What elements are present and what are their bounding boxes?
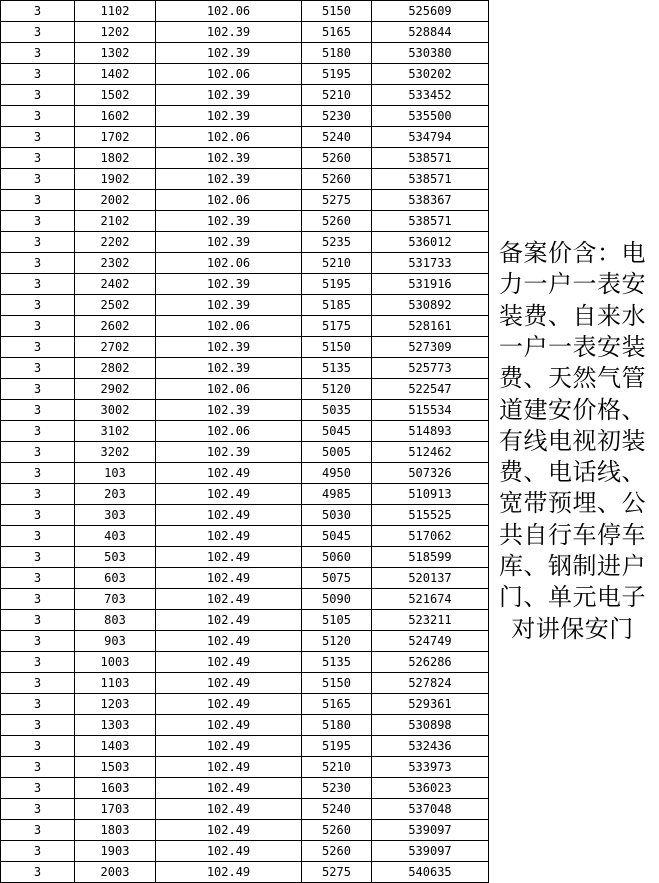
area-cell: 102.39 bbox=[156, 148, 302, 169]
area-cell: 102.49 bbox=[156, 631, 302, 652]
unit-price-cell: 5240 bbox=[302, 799, 372, 820]
unit-no-cell: 1003 bbox=[75, 652, 156, 673]
unit-no-cell: 1603 bbox=[75, 778, 156, 799]
unit-no-cell: 703 bbox=[75, 589, 156, 610]
total-price-cell: 525773 bbox=[372, 358, 489, 379]
building-no-cell: 3 bbox=[1, 400, 75, 421]
unit-no-cell: 3102 bbox=[75, 421, 156, 442]
unit-price-cell: 5135 bbox=[302, 652, 372, 673]
building-no-cell: 3 bbox=[1, 673, 75, 694]
total-price-cell: 510913 bbox=[372, 484, 489, 505]
table-row bbox=[1, 316, 489, 337]
area-cell: 102.49 bbox=[156, 820, 302, 841]
table-row bbox=[1, 463, 489, 484]
unit-price-cell: 5120 bbox=[302, 631, 372, 652]
table-row bbox=[1, 673, 489, 694]
area-cell: 102.39 bbox=[156, 169, 302, 190]
total-price-cell: 533973 bbox=[372, 757, 489, 778]
table-row bbox=[1, 610, 489, 631]
total-price-cell: 540635 bbox=[372, 862, 489, 883]
unit-no-cell: 2202 bbox=[75, 232, 156, 253]
total-price-cell: 531733 bbox=[372, 253, 489, 274]
table-row bbox=[1, 484, 489, 505]
building-no-cell: 3 bbox=[1, 652, 75, 673]
total-price-cell: 520137 bbox=[372, 568, 489, 589]
total-price-cell: 525609 bbox=[372, 1, 489, 22]
unit-price-cell: 5260 bbox=[302, 820, 372, 841]
building-no-cell: 3 bbox=[1, 1, 75, 22]
table-row bbox=[1, 211, 489, 232]
area-cell: 102.49 bbox=[156, 862, 302, 883]
unit-no-cell: 2502 bbox=[75, 295, 156, 316]
total-price-cell: 527824 bbox=[372, 673, 489, 694]
total-price-cell: 536012 bbox=[372, 232, 489, 253]
table-row bbox=[1, 799, 489, 820]
table-row bbox=[1, 358, 489, 379]
total-price-cell: 517062 bbox=[372, 526, 489, 547]
total-price-cell: 526286 bbox=[372, 652, 489, 673]
building-no-cell: 3 bbox=[1, 379, 75, 400]
building-no-cell: 3 bbox=[1, 715, 75, 736]
unit-price-cell: 5275 bbox=[302, 190, 372, 211]
table-row bbox=[1, 190, 489, 211]
unit-no-cell: 203 bbox=[75, 484, 156, 505]
unit-price-cell: 4950 bbox=[302, 463, 372, 484]
unit-no-cell: 2702 bbox=[75, 337, 156, 358]
total-price-cell: 530202 bbox=[372, 64, 489, 85]
area-cell: 102.49 bbox=[156, 799, 302, 820]
unit-price-cell: 5195 bbox=[302, 64, 372, 85]
total-price-cell: 507326 bbox=[372, 463, 489, 484]
building-no-cell: 3 bbox=[1, 631, 75, 652]
table-row bbox=[1, 757, 489, 778]
area-cell: 102.49 bbox=[156, 757, 302, 778]
area-cell: 102.06 bbox=[156, 421, 302, 442]
unit-price-cell: 5060 bbox=[302, 547, 372, 568]
table-row bbox=[1, 736, 489, 757]
total-price-cell: 514893 bbox=[372, 421, 489, 442]
table-row bbox=[1, 652, 489, 673]
unit-no-cell: 303 bbox=[75, 505, 156, 526]
area-cell: 102.49 bbox=[156, 526, 302, 547]
total-price-cell: 530898 bbox=[372, 715, 489, 736]
total-price-cell: 538571 bbox=[372, 169, 489, 190]
area-cell: 102.49 bbox=[156, 652, 302, 673]
area-cell: 102.06 bbox=[156, 253, 302, 274]
unit-no-cell: 1802 bbox=[75, 148, 156, 169]
unit-no-cell: 3002 bbox=[75, 400, 156, 421]
total-price-cell: 534794 bbox=[372, 127, 489, 148]
area-cell: 102.39 bbox=[156, 106, 302, 127]
total-price-cell: 515525 bbox=[372, 505, 489, 526]
building-no-cell: 3 bbox=[1, 295, 75, 316]
area-cell: 102.49 bbox=[156, 589, 302, 610]
total-price-cell: 528844 bbox=[372, 22, 489, 43]
unit-price-cell: 5090 bbox=[302, 589, 372, 610]
area-cell: 102.06 bbox=[156, 190, 302, 211]
unit-no-cell: 1702 bbox=[75, 127, 156, 148]
table-row bbox=[1, 253, 489, 274]
unit-no-cell: 1803 bbox=[75, 820, 156, 841]
building-no-cell: 3 bbox=[1, 463, 75, 484]
total-price-cell: 538571 bbox=[372, 211, 489, 232]
unit-price-cell: 5260 bbox=[302, 841, 372, 862]
unit-price-cell: 5075 bbox=[302, 568, 372, 589]
unit-no-cell: 1402 bbox=[75, 64, 156, 85]
unit-price-cell: 5030 bbox=[302, 505, 372, 526]
table-row bbox=[1, 400, 489, 421]
unit-no-cell: 2802 bbox=[75, 358, 156, 379]
unit-no-cell: 603 bbox=[75, 568, 156, 589]
unit-price-cell: 5180 bbox=[302, 43, 372, 64]
unit-no-cell: 2302 bbox=[75, 253, 156, 274]
unit-no-cell: 403 bbox=[75, 526, 156, 547]
building-no-cell: 3 bbox=[1, 862, 75, 883]
table-row bbox=[1, 274, 489, 295]
building-no-cell: 3 bbox=[1, 841, 75, 862]
total-price-cell: 532436 bbox=[372, 736, 489, 757]
unit-price-cell: 5135 bbox=[302, 358, 372, 379]
unit-price-cell: 5235 bbox=[302, 232, 372, 253]
unit-no-cell: 1602 bbox=[75, 106, 156, 127]
unit-price-cell: 5210 bbox=[302, 757, 372, 778]
table-row bbox=[1, 778, 489, 799]
table-row bbox=[1, 547, 489, 568]
table-row bbox=[1, 1, 489, 22]
building-no-cell: 3 bbox=[1, 799, 75, 820]
unit-no-cell: 2003 bbox=[75, 862, 156, 883]
unit-no-cell: 3202 bbox=[75, 442, 156, 463]
unit-price-cell: 5165 bbox=[302, 22, 372, 43]
area-cell: 102.49 bbox=[156, 715, 302, 736]
unit-no-cell: 2402 bbox=[75, 274, 156, 295]
building-no-cell: 3 bbox=[1, 736, 75, 757]
area-cell: 102.49 bbox=[156, 505, 302, 526]
table-row bbox=[1, 85, 489, 106]
table-row bbox=[1, 232, 489, 253]
unit-no-cell: 1203 bbox=[75, 694, 156, 715]
area-cell: 102.39 bbox=[156, 85, 302, 106]
area-cell: 102.49 bbox=[156, 610, 302, 631]
unit-no-cell: 1303 bbox=[75, 715, 156, 736]
table-row bbox=[1, 421, 489, 442]
unit-price-cell: 5185 bbox=[302, 295, 372, 316]
unit-no-cell: 2602 bbox=[75, 316, 156, 337]
total-price-cell: 535500 bbox=[372, 106, 489, 127]
area-cell: 102.06 bbox=[156, 1, 302, 22]
table-row bbox=[1, 862, 489, 883]
building-no-cell: 3 bbox=[1, 820, 75, 841]
building-no-cell: 3 bbox=[1, 232, 75, 253]
unit-no-cell: 1503 bbox=[75, 757, 156, 778]
area-cell: 102.39 bbox=[156, 400, 302, 421]
unit-no-cell: 2902 bbox=[75, 379, 156, 400]
unit-price-cell: 5150 bbox=[302, 1, 372, 22]
unit-price-cell: 4985 bbox=[302, 484, 372, 505]
unit-no-cell: 103 bbox=[75, 463, 156, 484]
unit-no-cell: 2002 bbox=[75, 190, 156, 211]
total-price-cell: 530892 bbox=[372, 295, 489, 316]
table-row bbox=[1, 64, 489, 85]
building-no-cell: 3 bbox=[1, 568, 75, 589]
unit-price-cell: 5035 bbox=[302, 400, 372, 421]
unit-price-cell: 5210 bbox=[302, 253, 372, 274]
table-row bbox=[1, 148, 489, 169]
total-price-cell: 533452 bbox=[372, 85, 489, 106]
total-price-cell: 538367 bbox=[372, 190, 489, 211]
area-cell: 102.39 bbox=[156, 274, 302, 295]
table-row bbox=[1, 715, 489, 736]
price-table-body bbox=[1, 1, 489, 883]
area-cell: 102.06 bbox=[156, 316, 302, 337]
unit-no-cell: 1302 bbox=[75, 43, 156, 64]
unit-no-cell: 1202 bbox=[75, 22, 156, 43]
building-no-cell: 3 bbox=[1, 85, 75, 106]
area-cell: 102.49 bbox=[156, 568, 302, 589]
table-row bbox=[1, 295, 489, 316]
unit-no-cell: 2102 bbox=[75, 211, 156, 232]
unit-price-cell: 5045 bbox=[302, 526, 372, 547]
total-price-cell: 522547 bbox=[372, 379, 489, 400]
total-price-cell: 538571 bbox=[372, 148, 489, 169]
total-price-cell: 527309 bbox=[372, 337, 489, 358]
building-no-cell: 3 bbox=[1, 211, 75, 232]
total-price-cell: 518599 bbox=[372, 547, 489, 568]
building-no-cell: 3 bbox=[1, 610, 75, 631]
building-no-cell: 3 bbox=[1, 127, 75, 148]
unit-no-cell: 1902 bbox=[75, 169, 156, 190]
area-cell: 102.39 bbox=[156, 358, 302, 379]
building-no-cell: 3 bbox=[1, 484, 75, 505]
building-no-cell: 3 bbox=[1, 421, 75, 442]
unit-price-cell: 5240 bbox=[302, 127, 372, 148]
unit-price-cell: 5180 bbox=[302, 715, 372, 736]
unit-no-cell: 1102 bbox=[75, 1, 156, 22]
area-cell: 102.06 bbox=[156, 64, 302, 85]
building-no-cell: 3 bbox=[1, 442, 75, 463]
building-no-cell: 3 bbox=[1, 694, 75, 715]
total-price-cell: 524749 bbox=[372, 631, 489, 652]
unit-price-cell: 5275 bbox=[302, 862, 372, 883]
area-cell: 102.39 bbox=[156, 442, 302, 463]
unit-price-cell: 5150 bbox=[302, 673, 372, 694]
unit-price-cell: 5105 bbox=[302, 610, 372, 631]
building-no-cell: 3 bbox=[1, 526, 75, 547]
table-row bbox=[1, 526, 489, 547]
building-no-cell: 3 bbox=[1, 547, 75, 568]
unit-no-cell: 903 bbox=[75, 631, 156, 652]
area-cell: 102.49 bbox=[156, 736, 302, 757]
total-price-cell: 521674 bbox=[372, 589, 489, 610]
area-cell: 102.49 bbox=[156, 841, 302, 862]
building-no-cell: 3 bbox=[1, 169, 75, 190]
table-row bbox=[1, 379, 489, 400]
total-price-cell: 515534 bbox=[372, 400, 489, 421]
price-note-text: 备案价含：电力一户一表安装费、自来水一户一表安装费、天然气管道建安价格、有线电视初装费、电话线、宽带预埋、公共自行车停车库、钢制进户门、单元电子对讲保安门 bbox=[499, 239, 646, 643]
table-row bbox=[1, 169, 489, 190]
unit-no-cell: 1903 bbox=[75, 841, 156, 862]
total-price-cell: 512462 bbox=[372, 442, 489, 463]
table-row bbox=[1, 505, 489, 526]
total-price-cell: 528161 bbox=[372, 316, 489, 337]
building-no-cell: 3 bbox=[1, 778, 75, 799]
total-price-cell: 537048 bbox=[372, 799, 489, 820]
total-price-cell: 531916 bbox=[372, 274, 489, 295]
building-no-cell: 3 bbox=[1, 505, 75, 526]
area-cell: 102.49 bbox=[156, 463, 302, 484]
table-row bbox=[1, 631, 489, 652]
area-cell: 102.49 bbox=[156, 694, 302, 715]
unit-price-cell: 5260 bbox=[302, 148, 372, 169]
area-cell: 102.39 bbox=[156, 295, 302, 316]
area-cell: 102.39 bbox=[156, 211, 302, 232]
area-cell: 102.06 bbox=[156, 379, 302, 400]
unit-price-cell: 5230 bbox=[302, 778, 372, 799]
building-no-cell: 3 bbox=[1, 43, 75, 64]
area-cell: 102.39 bbox=[156, 43, 302, 64]
building-no-cell: 3 bbox=[1, 589, 75, 610]
total-price-cell: 536023 bbox=[372, 778, 489, 799]
unit-price-cell: 5045 bbox=[302, 421, 372, 442]
unit-price-cell: 5260 bbox=[302, 211, 372, 232]
total-price-cell: 529361 bbox=[372, 694, 489, 715]
unit-price-cell: 5195 bbox=[302, 274, 372, 295]
unit-no-cell: 1703 bbox=[75, 799, 156, 820]
unit-price-cell: 5165 bbox=[302, 694, 372, 715]
unit-no-cell: 1403 bbox=[75, 736, 156, 757]
unit-price-cell: 5005 bbox=[302, 442, 372, 463]
area-cell: 102.06 bbox=[156, 127, 302, 148]
unit-no-cell: 803 bbox=[75, 610, 156, 631]
table-row bbox=[1, 694, 489, 715]
table-row bbox=[1, 589, 489, 610]
unit-price-cell: 5260 bbox=[302, 169, 372, 190]
total-price-cell: 539097 bbox=[372, 841, 489, 862]
unit-price-cell: 5210 bbox=[302, 85, 372, 106]
table-row bbox=[1, 22, 489, 43]
building-no-cell: 3 bbox=[1, 22, 75, 43]
area-cell: 102.39 bbox=[156, 337, 302, 358]
area-cell: 102.49 bbox=[156, 673, 302, 694]
building-no-cell: 3 bbox=[1, 106, 75, 127]
table-row bbox=[1, 127, 489, 148]
area-cell: 102.49 bbox=[156, 484, 302, 505]
table-row bbox=[1, 442, 489, 463]
table-row bbox=[1, 841, 489, 862]
unit-price-cell: 5230 bbox=[302, 106, 372, 127]
area-cell: 102.39 bbox=[156, 232, 302, 253]
building-no-cell: 3 bbox=[1, 190, 75, 211]
unit-price-cell: 5195 bbox=[302, 736, 372, 757]
total-price-cell: 530380 bbox=[372, 43, 489, 64]
price-note-cell bbox=[486, 0, 659, 883]
table-row bbox=[1, 820, 489, 841]
table-row bbox=[1, 43, 489, 64]
building-no-cell: 3 bbox=[1, 337, 75, 358]
building-no-cell: 3 bbox=[1, 148, 75, 169]
table-row bbox=[1, 568, 489, 589]
building-no-cell: 3 bbox=[1, 358, 75, 379]
table-row bbox=[1, 337, 489, 358]
unit-no-cell: 1502 bbox=[75, 85, 156, 106]
total-price-cell: 539097 bbox=[372, 820, 489, 841]
unit-price-cell: 5150 bbox=[302, 337, 372, 358]
unit-price-cell: 5120 bbox=[302, 379, 372, 400]
table-row bbox=[1, 106, 489, 127]
building-no-cell: 3 bbox=[1, 274, 75, 295]
building-no-cell: 3 bbox=[1, 316, 75, 337]
area-cell: 102.49 bbox=[156, 547, 302, 568]
building-no-cell: 3 bbox=[1, 757, 75, 778]
total-price-cell: 523211 bbox=[372, 610, 489, 631]
building-no-cell: 3 bbox=[1, 253, 75, 274]
unit-no-cell: 503 bbox=[75, 547, 156, 568]
area-cell: 102.39 bbox=[156, 22, 302, 43]
building-no-cell: 3 bbox=[1, 64, 75, 85]
unit-no-cell: 1103 bbox=[75, 673, 156, 694]
unit-price-cell: 5175 bbox=[302, 316, 372, 337]
area-cell: 102.49 bbox=[156, 778, 302, 799]
